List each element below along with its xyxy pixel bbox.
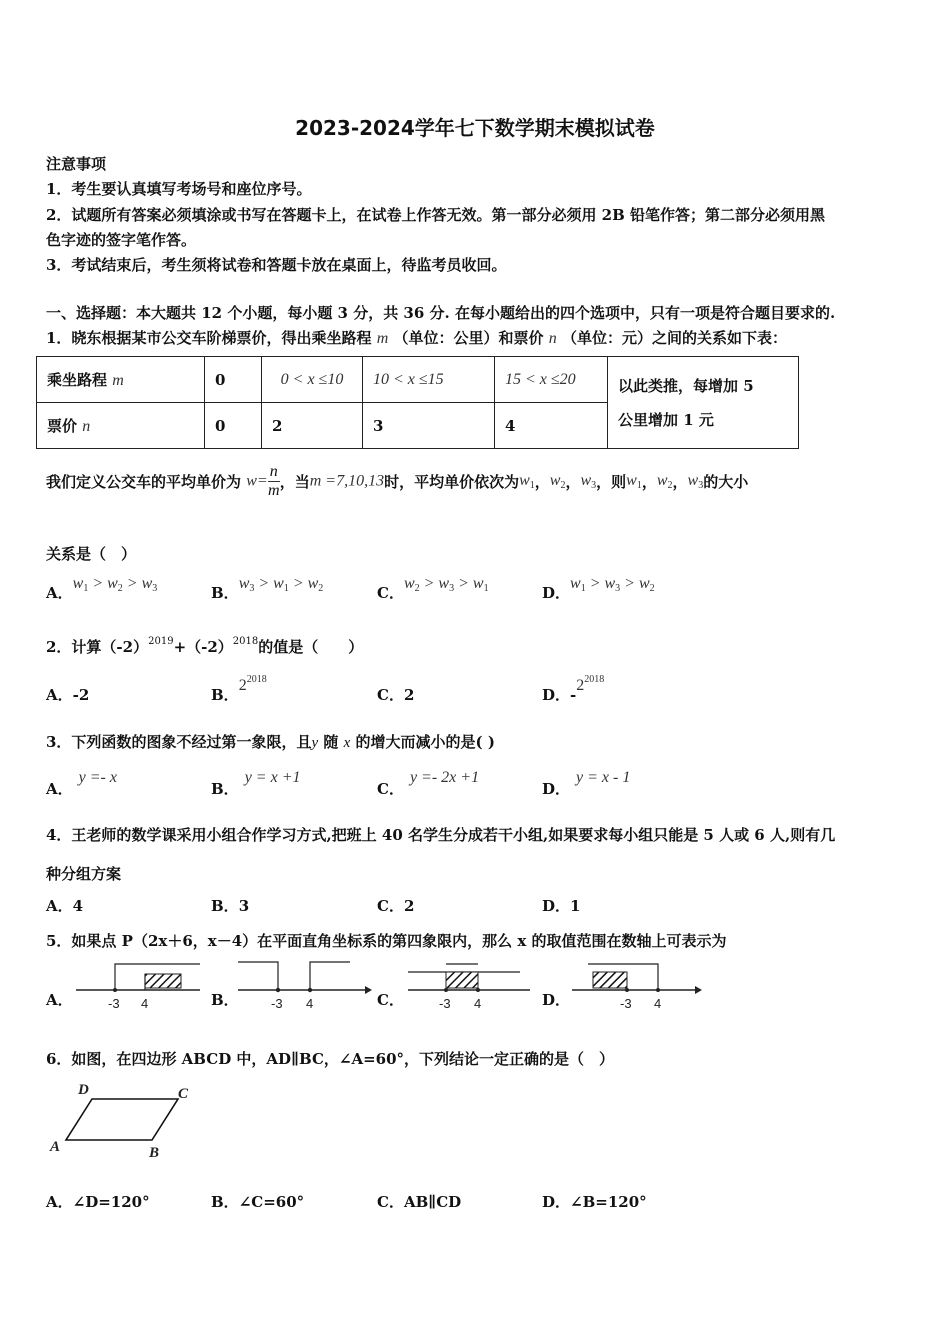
option-b[interactable]: B．3 xyxy=(211,897,250,915)
option-c[interactable]: C．2 xyxy=(377,686,415,704)
table-cell: 10 < x ≤15 xyxy=(363,357,495,403)
question-2-stem: 2．计算$(-2)^{2019}+(-2)^{2018}$的值是（ ） xyxy=(46,636,364,656)
vertex-label: A xyxy=(50,1139,61,1155)
option-d[interactable]: D．y = x - 1 xyxy=(542,769,631,798)
number-line-d xyxy=(572,964,702,1011)
quadrilateral-figure xyxy=(49,1082,189,1161)
option-c[interactable]: C．$w_2 > w_3 > w_1$ xyxy=(377,575,489,602)
question-5-stem: 5．如果点 P（2x＋6，x－4）在平面直角坐标系的第四象限内，那么 x 的取值范围在数轴上可表示为 xyxy=(46,932,727,950)
number-line-a xyxy=(76,964,200,1011)
option-c[interactable]: C．2 xyxy=(377,897,415,915)
option-b[interactable]: B． xyxy=(211,991,239,1009)
tick-label: 4 xyxy=(474,996,482,1011)
option-a[interactable]: A． xyxy=(46,991,73,1009)
option-a[interactable]: A．-2 xyxy=(46,686,90,704)
question-1-definition: 我们定义公交车的平均单价为 w= $\frac{n}{m}$ ，当m =7,10,13时，平均单价依次为$w_1$，$w_2$，$w_3$，则$w_1$，$w_2$，$w_3$的大小 xyxy=(46,463,749,499)
option-a[interactable]: A．y =- x xyxy=(46,769,117,798)
tick-label: -3 xyxy=(439,996,451,1011)
option-b[interactable]: B．$2^{2018}$ xyxy=(211,674,267,704)
tick-label: -3 xyxy=(620,996,632,1011)
option-b[interactable]: B．y = x +1 xyxy=(211,769,301,798)
notice-item: 3．考试结束后，考生须将试卷和答题卡放在桌面上，待监考员收回。 xyxy=(46,256,507,274)
question-1-stem: 1．晓东根据某市公交车阶梯票价，得出乘坐路程 m （单位：公里）和票价 n （单位：元）之间的关系如下表： xyxy=(46,329,787,347)
table-cell: 2 xyxy=(262,403,363,449)
option-d[interactable]: D．$-2^{2018}$ xyxy=(542,674,605,704)
tick-label: 4 xyxy=(306,996,314,1011)
vertex-label: C xyxy=(178,1086,189,1102)
option-a[interactable]: A．4 xyxy=(46,897,84,915)
question-4-stem: 种分组方案 xyxy=(46,865,122,883)
table-row-label: 乘坐路程 m xyxy=(37,357,205,403)
option-c[interactable]: C．AB∥CD xyxy=(377,1193,462,1211)
option-b[interactable]: B．$w_3 > w_1 > w_2$ xyxy=(211,575,324,602)
option-a[interactable]: A．$w_1 > w_2 > w_3$ xyxy=(46,575,158,602)
section-heading: 一、选择题：本大题共 12 个小题，每小题 3 分，共 36 分. 在每小题给出的四个选项中，只有一项是符合题目要求的. xyxy=(46,304,836,322)
table-note: 以此类推，每增加 5 公里增加 1 元 xyxy=(608,357,799,449)
table-cell: 0 xyxy=(205,403,262,449)
number-line-b xyxy=(238,962,372,1011)
table-cell: 0 < x ≤10 xyxy=(262,357,363,403)
tick-label: 4 xyxy=(654,996,662,1011)
table-cell: 15 < x ≤20 xyxy=(495,357,608,403)
option-b[interactable]: B．∠C=60° xyxy=(211,1193,305,1211)
tick-label: 4 xyxy=(141,996,149,1011)
table-cell: 0 xyxy=(205,357,262,403)
tick-label: -3 xyxy=(108,996,120,1011)
notice-item: 2．试题所有答案必须填涂或书写在答题卡上，在试卷上作答无效。第一部分必须用 2B 铅笔作答；第二部分必须用黑 xyxy=(46,206,826,224)
option-d[interactable]: D．$w_1 > w_3 > w_2$ xyxy=(542,575,655,602)
vertex-label: D xyxy=(78,1082,89,1098)
fraction: $\frac{n}{m}$ xyxy=(267,463,280,499)
number-line-c xyxy=(408,964,530,1011)
option-d[interactable]: D．∠B=120° xyxy=(542,1193,647,1211)
question-1-tail: 关系是（ ） xyxy=(46,545,137,563)
table-cell: 4 xyxy=(495,403,608,449)
table-row-label: 票价 n xyxy=(37,403,205,449)
tick-label: -3 xyxy=(271,996,283,1011)
table-cell: 3 xyxy=(363,403,495,449)
question-4-stem: 4．王老师的数学课采用小组合作学习方式,把班上 40 名学生分成若干小组,如果要求每小组只能是 5 人或 6 人,则有几 xyxy=(46,826,836,844)
question-3-stem: 3．下列函数的图象不经过第一象限，且y 随 x 的增大而减小的是( ) xyxy=(46,733,495,751)
notice-item: 1．考生要认真填写考场号和座位序号。 xyxy=(46,180,312,198)
vertex-label: B xyxy=(149,1145,160,1161)
option-c[interactable]: C．y =- 2x +1 xyxy=(377,769,480,798)
option-d[interactable]: D． xyxy=(542,991,571,1009)
page-title: 2023-2024学年七下数学期末模拟试卷 xyxy=(295,116,655,140)
notice-heading: 注意事项 xyxy=(46,155,107,173)
question-6-stem: 6．如图，在四边形 ABCD 中，AD∥BC，∠A=60°，下列结论一定正确的是（ ） xyxy=(46,1050,615,1068)
option-a[interactable]: A．∠D=120° xyxy=(46,1193,150,1211)
notice-item: 色字迹的签字笔作答。 xyxy=(46,231,197,249)
option-c[interactable]: C． xyxy=(377,991,404,1009)
option-d[interactable]: D．1 xyxy=(542,897,581,915)
